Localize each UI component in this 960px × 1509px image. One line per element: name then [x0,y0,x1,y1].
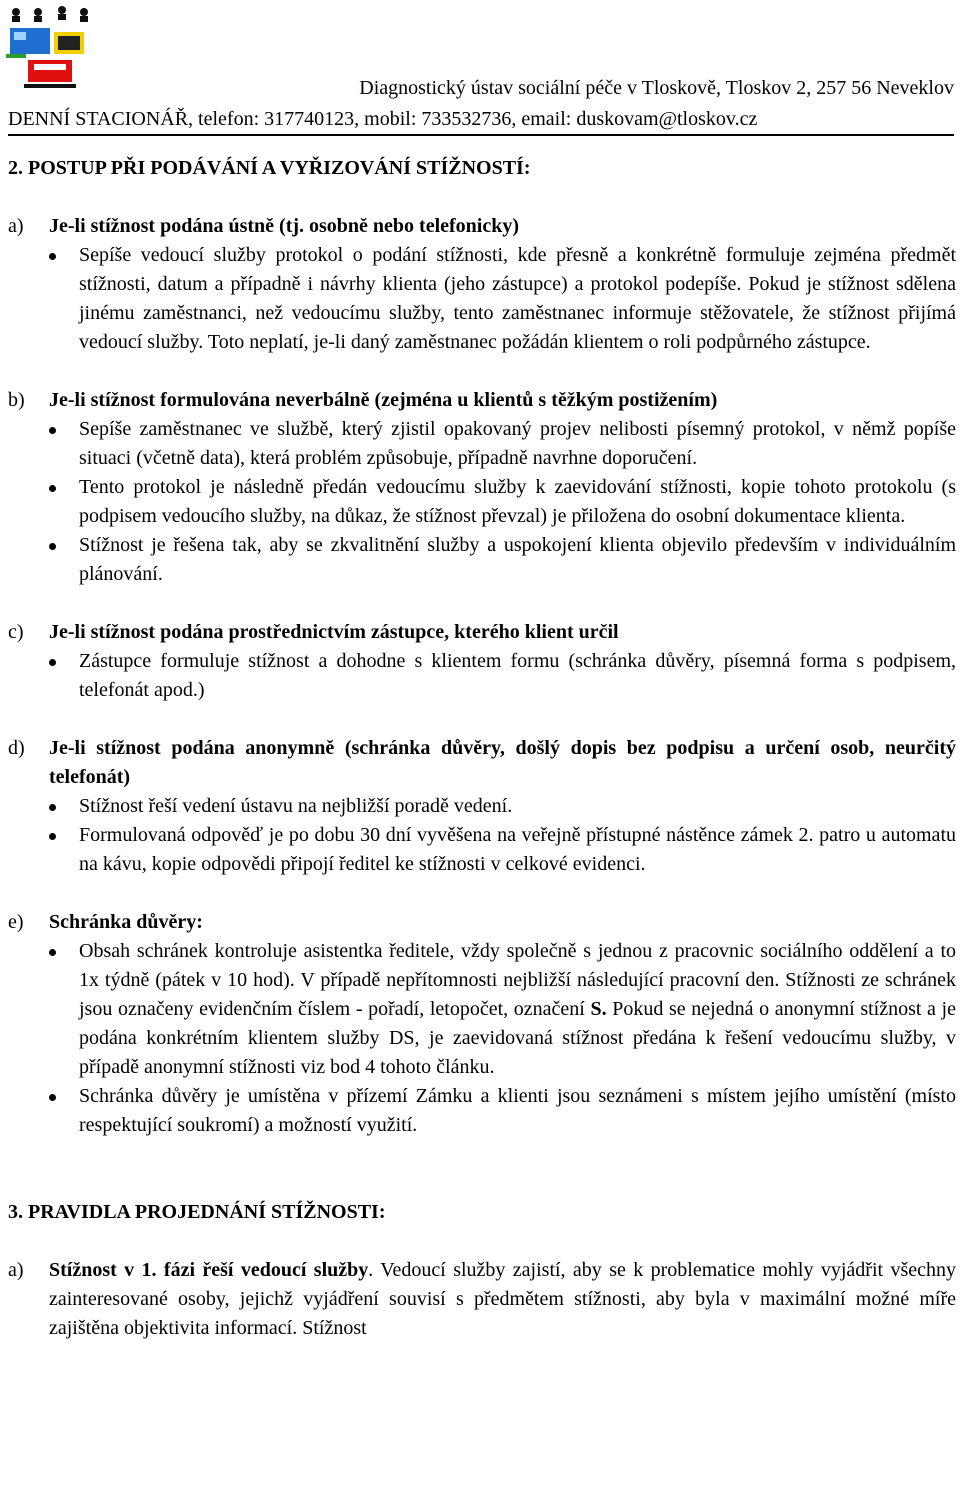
header-institution-line: Diagnostický ústav sociální péče v Tloskově, Tloskov 2, 257 56 Neveklov [359,77,954,99]
bullet-icon [49,253,56,260]
bullet-icon [49,833,56,840]
section-2e-title: Schránka důvěry: [49,911,203,933]
document-body [8,154,956,1343]
section-2c [8,618,956,705]
bullet-icon [49,543,56,550]
section-3-heading: 3. PRAVIDLA PROJEDNÁNÍ STÍŽNOSTI: [8,1201,386,1223]
list-item: Stížnost je řešena tak, aby se zkvalitnění služby a uspokojení klienta objevilo především v individuálním plánování. [49,531,956,589]
section-2e [8,908,956,1140]
section-letter: e) [8,911,24,933]
list-item: Sepíše vedoucí služby protokol o podání stížnosti, kde přesně a konkrétně formuluje zejména předmět stížnosti, datum a případně i návrhy klienta (jeho zástupce) a protokol podepíše. Pokud je stížnost sdělena jinému zaměstnanci, než vedoucímu služby, tento zaměstnanec informuje stěžovatele, že stížnost přijímá vedoucí služby. Toto neplatí, je-li daný zaměstnanec požádán klientem o roli podpůrného zástupce. [49,241,956,357]
bullet-icon [49,804,56,811]
section-letter: a) [8,1259,24,1281]
header-contact-line: DENNÍ STACIONÁŘ, telefon: 317740123, mobil: 733532736, email: duskovam@tloskov.cz [8,108,758,130]
list-item: Schránka důvěry je umístěna v přízemí Zámku a klienti jsou seznámeni s místem jejího umístění (místo respektující soukromí) a možností využití. [49,1082,956,1140]
bullet-icon [49,949,56,956]
section-2b [8,386,956,589]
section-3a [8,1256,956,1343]
section-2-heading: 2. POSTUP PŘI PODÁVÁNÍ A VYŘIZOVÁNÍ STÍŽNOSTÍ: [8,157,531,179]
bullet-icon [49,485,56,492]
section-3a-title: Stížnost v 1. fázi řeší vedoucí služby [49,1259,369,1281]
list-item: Tento protokol je následně předán vedoucímu služby k zaevidování stížnosti, kopie tohoto protokolu (s podpisem vedoucího služby, na důkaz, že stížnost převzal) je přiložena do osobní dokumentace klienta. [49,473,956,531]
bullet-icon [49,1094,56,1101]
list-item: Sepíše zaměstnanec ve službě, který zjistil opakovaný projev nelibosti písemný protokol, v němž popíše situaci (včetně data), která problém způsobuje, případně navrhne doporučení. [49,415,956,473]
logo-blue-block [10,28,50,54]
section-2a [8,212,956,357]
bullet-icon [49,427,56,434]
list-item: Obsah schránek kontroluje asistentka ředitele, vždy společně s jednou z pracovnic sociálního oddělení a to 1x týdně (pátek v 10 hod). V případě nepřítomnosti nejbližší následující pracovní den. Stížnosti ze schránek jsou označeny evidenčním číslem - pořadí, letopočet, označení S. Pokud se nejedná o anonymní stížnost a je podána konkrétním klientem služby DS, je zaevidovaná stížnost předána k řešení vedoucímu služby, v případě anonymní stížnosti viz bod 4 tohoto článku. [49,937,956,1082]
section-letter: a) [8,215,24,237]
header-divider [8,134,954,136]
section-2d-title: Je-li stížnost podána anonymně (schránka důvěry, došlý dopis bez podpisu a určení osob, neurčitý telefonát) [49,737,956,788]
section-2a-title: Je-li stížnost podána ústně (tj. osobně nebo telefonicky) [49,215,520,237]
list-item: Zástupce formuluje stížnost a dohodne s klientem formu (schránka důvěry, písemná forma s podpisem, telefonát apod.) [49,647,956,705]
section-2c-title: Je-li stížnost podána prostřednictvím zástupce, kterého klient určil [49,621,619,643]
section-2d [8,734,956,879]
list-item: Formulovaná odpověď je po dobu 30 dní vyvěšena na veřejně přístupné nástěnce zámek 2. patro u automatu na kávu, kopie odpovědi připojí ředitel ke stížnosti v celkové evidenci. [49,821,956,879]
bullet-icon [49,659,56,666]
list-item: Stížnost řeší vedení ústavu na nejbližší poradě vedení. [49,792,956,821]
section-letter: b) [8,389,25,411]
section-letter: d) [8,737,25,759]
section-3a-text: . Vedoucí služby zajistí, aby se k problematice mohly vyjádřit všechny zainteresované osoby, jejichž vyjádření souvisí s předmětem stížnosti, aby byla v maximální možné míře zajištěna objektivita informací. Stížnost [49,1259,956,1339]
section-2b-title: Je-li stížnost formulována neverbálně (zejména u klientů s těžkým postižením) [49,389,718,411]
section-letter: c) [8,621,24,643]
